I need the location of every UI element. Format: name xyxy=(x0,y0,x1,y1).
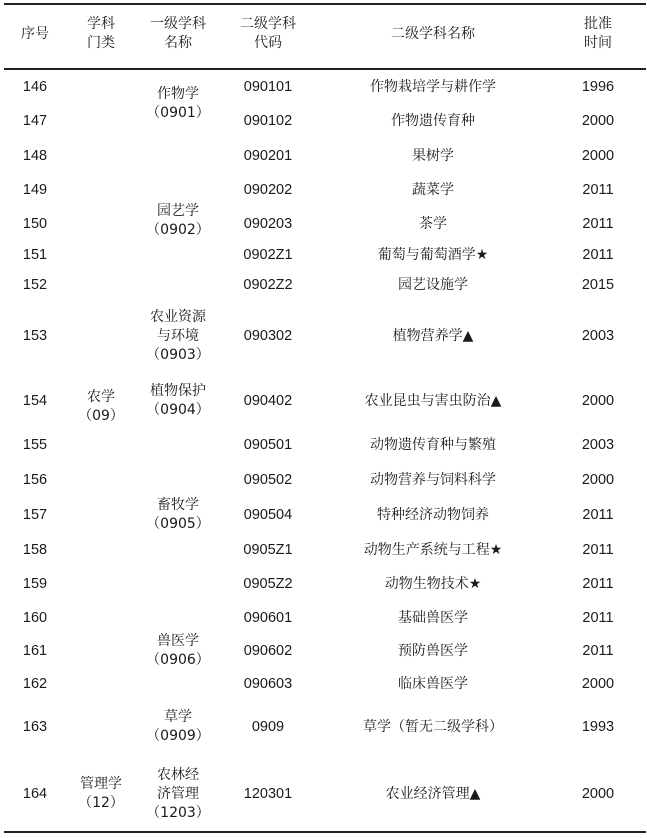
row-code-cell: 090402 xyxy=(243,392,293,409)
level1-discipline-cell: 农业资源 与环境 （0903） xyxy=(146,308,210,363)
row-year-cell: 2011 xyxy=(582,575,614,592)
row-name-cell: 预防兽医学 xyxy=(398,642,468,659)
row-code-cell: 120301 xyxy=(243,785,293,802)
row-name-cell: 园艺设施学 xyxy=(398,276,468,293)
row-seq-cell: 158 xyxy=(22,541,48,558)
row-year-cell: 2011 xyxy=(582,246,614,263)
level1-discipline-cell: 农林经 济管理 （1203） xyxy=(146,766,210,821)
level1-discipline-cell: 园艺学 （0902） xyxy=(146,202,210,238)
row-code-cell: 0905Z1 xyxy=(243,541,293,558)
table-bottom-rule xyxy=(4,831,646,833)
row-seq-cell: 163 xyxy=(22,718,48,735)
row-seq-cell: 151 xyxy=(22,246,48,263)
row-name-cell: 果树学 xyxy=(412,147,454,164)
row-code-cell: 090203 xyxy=(243,215,293,232)
row-year-cell: 2000 xyxy=(581,785,615,802)
row-seq-cell: 162 xyxy=(22,675,48,692)
row-seq-cell: 160 xyxy=(22,609,48,626)
row-name-cell: 特种经济动物饲养 xyxy=(377,506,489,523)
row-name-cell: 农业经济管理▲ xyxy=(385,785,481,802)
row-code-cell: 0902Z2 xyxy=(243,276,293,293)
row-seq-cell: 148 xyxy=(22,147,48,164)
row-code-cell: 090601 xyxy=(243,609,293,626)
row-name-cell: 蔬菜学 xyxy=(412,181,454,198)
row-name-cell: 作物遗传育种 xyxy=(391,112,475,129)
row-year-cell: 2015 xyxy=(581,276,615,293)
row-year-cell: 2011 xyxy=(582,541,614,558)
row-name-cell: 葡萄与葡萄酒学★ xyxy=(377,246,489,263)
row-name-cell: 动物遗传育种与繁殖 xyxy=(370,436,496,453)
header-approved: 批准 时间 xyxy=(584,16,612,51)
row-year-cell: 2000 xyxy=(581,392,615,409)
discipline-category-cell: 管理学 （12） xyxy=(78,776,124,811)
row-code-cell: 090501 xyxy=(243,436,293,453)
row-code-cell: 090502 xyxy=(243,471,293,488)
row-seq-cell: 146 xyxy=(22,78,48,95)
row-year-cell: 2000 xyxy=(581,471,615,488)
row-year-cell: 2011 xyxy=(582,181,614,198)
row-code-cell: 090602 xyxy=(243,642,293,659)
level1-discipline-cell: 草学 （0909） xyxy=(146,709,210,744)
row-seq-cell: 157 xyxy=(22,506,48,523)
level1-discipline-cell: 兽医学 （0906） xyxy=(146,633,210,668)
row-name-cell: 动物生物技术★ xyxy=(384,575,482,592)
row-code-cell: 090603 xyxy=(243,675,293,692)
row-year-cell: 2000 xyxy=(581,675,615,692)
row-name-cell: 临床兽医学 xyxy=(398,675,468,692)
row-code-cell: 0909 xyxy=(251,718,285,735)
row-seq-cell: 147 xyxy=(22,112,48,129)
row-year-cell: 2003 xyxy=(581,327,615,344)
level1-discipline-cell: 作物学 （0901） xyxy=(146,86,210,121)
row-name-cell: 植物营养学▲ xyxy=(392,327,474,344)
row-seq-cell: 164 xyxy=(22,785,48,802)
header-seq: 序号 xyxy=(21,25,49,42)
row-name-cell: 作物栽培学与耕作学 xyxy=(370,78,496,95)
row-seq-cell: 153 xyxy=(22,327,48,344)
header-code: 二级学科 代码 xyxy=(240,16,296,51)
level1-discipline-cell: 植物保护 （0904） xyxy=(146,383,210,418)
row-year-cell: 2011 xyxy=(582,609,614,626)
header-level1: 一级学科 名称 xyxy=(150,16,206,51)
row-year-cell: 2011 xyxy=(582,506,614,523)
row-seq-cell: 150 xyxy=(22,215,48,232)
level1-discipline-cell: 畜牧学 （0905） xyxy=(146,496,210,532)
row-seq-cell: 161 xyxy=(22,642,48,659)
row-year-cell: 2003 xyxy=(581,436,615,453)
discipline-category-cell: 农学 （09） xyxy=(78,389,124,424)
row-code-cell: 090302 xyxy=(243,327,293,344)
row-seq-cell: 149 xyxy=(22,181,48,198)
row-year-cell: 2000 xyxy=(581,147,615,164)
row-code-cell: 090102 xyxy=(243,112,293,129)
row-code-cell: 0905Z2 xyxy=(243,575,293,592)
row-name-cell: 茶学 xyxy=(419,215,447,232)
row-name-cell: 农业昆虫与害虫防治▲ xyxy=(364,392,502,409)
row-seq-cell: 155 xyxy=(22,436,48,453)
row-year-cell: 2011 xyxy=(582,642,614,659)
row-seq-cell: 154 xyxy=(22,392,48,409)
row-year-cell: 2000 xyxy=(581,112,615,129)
row-seq-cell: 159 xyxy=(22,575,48,592)
row-year-cell: 1996 xyxy=(581,78,615,95)
row-name-cell: 基础兽医学 xyxy=(398,609,468,626)
row-name-cell: 草学（暂无二级学科） xyxy=(363,718,503,735)
row-code-cell: 090101 xyxy=(243,78,293,95)
header-name: 二级学科名称 xyxy=(391,25,475,42)
row-year-cell: 2011 xyxy=(582,215,614,232)
row-code-cell: 090201 xyxy=(243,147,293,164)
row-name-cell: 动物营养与饲料科学 xyxy=(370,471,496,488)
row-code-cell: 090504 xyxy=(243,506,293,523)
row-code-cell: 0902Z1 xyxy=(243,246,293,263)
row-seq-cell: 152 xyxy=(22,276,48,293)
row-name-cell: 动物生产系统与工程★ xyxy=(363,541,503,558)
row-year-cell: 1993 xyxy=(581,718,615,735)
header-category: 学科 门类 xyxy=(87,16,115,51)
row-seq-cell: 156 xyxy=(22,471,48,488)
row-code-cell: 090202 xyxy=(243,181,293,198)
